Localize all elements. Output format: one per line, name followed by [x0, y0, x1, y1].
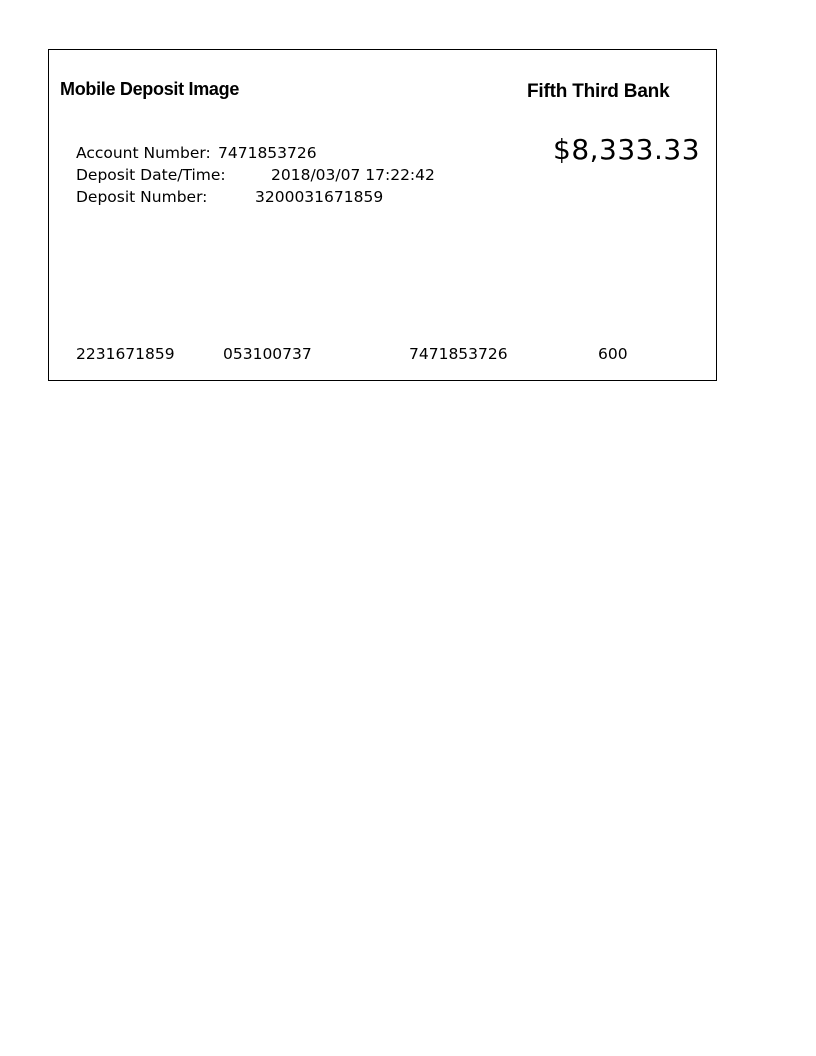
deposit-datetime-value: 2018/03/07 17:22:42 — [271, 166, 435, 184]
micr-code: 600 — [598, 345, 628, 363]
bank-name: Fifth Third Bank — [527, 81, 670, 102]
micr-routing-number: 053100737 — [223, 345, 312, 363]
deposit-amount: $8,333.33 — [553, 133, 701, 166]
deposit-datetime-label: Deposit Date/Time: — [76, 166, 226, 184]
micr-check-number: 2231671859 — [76, 345, 175, 363]
deposit-number-value: 3200031671859 — [255, 188, 384, 206]
deposit-number-label: Deposit Number: — [76, 188, 208, 206]
micr-account-number: 7471853726 — [409, 345, 508, 363]
account-number-value: 7471853726 — [218, 144, 317, 162]
page-title: Mobile Deposit Image — [60, 79, 240, 99]
deposit-image-frame — [48, 49, 717, 381]
account-number-label: Account Number: — [76, 144, 211, 162]
